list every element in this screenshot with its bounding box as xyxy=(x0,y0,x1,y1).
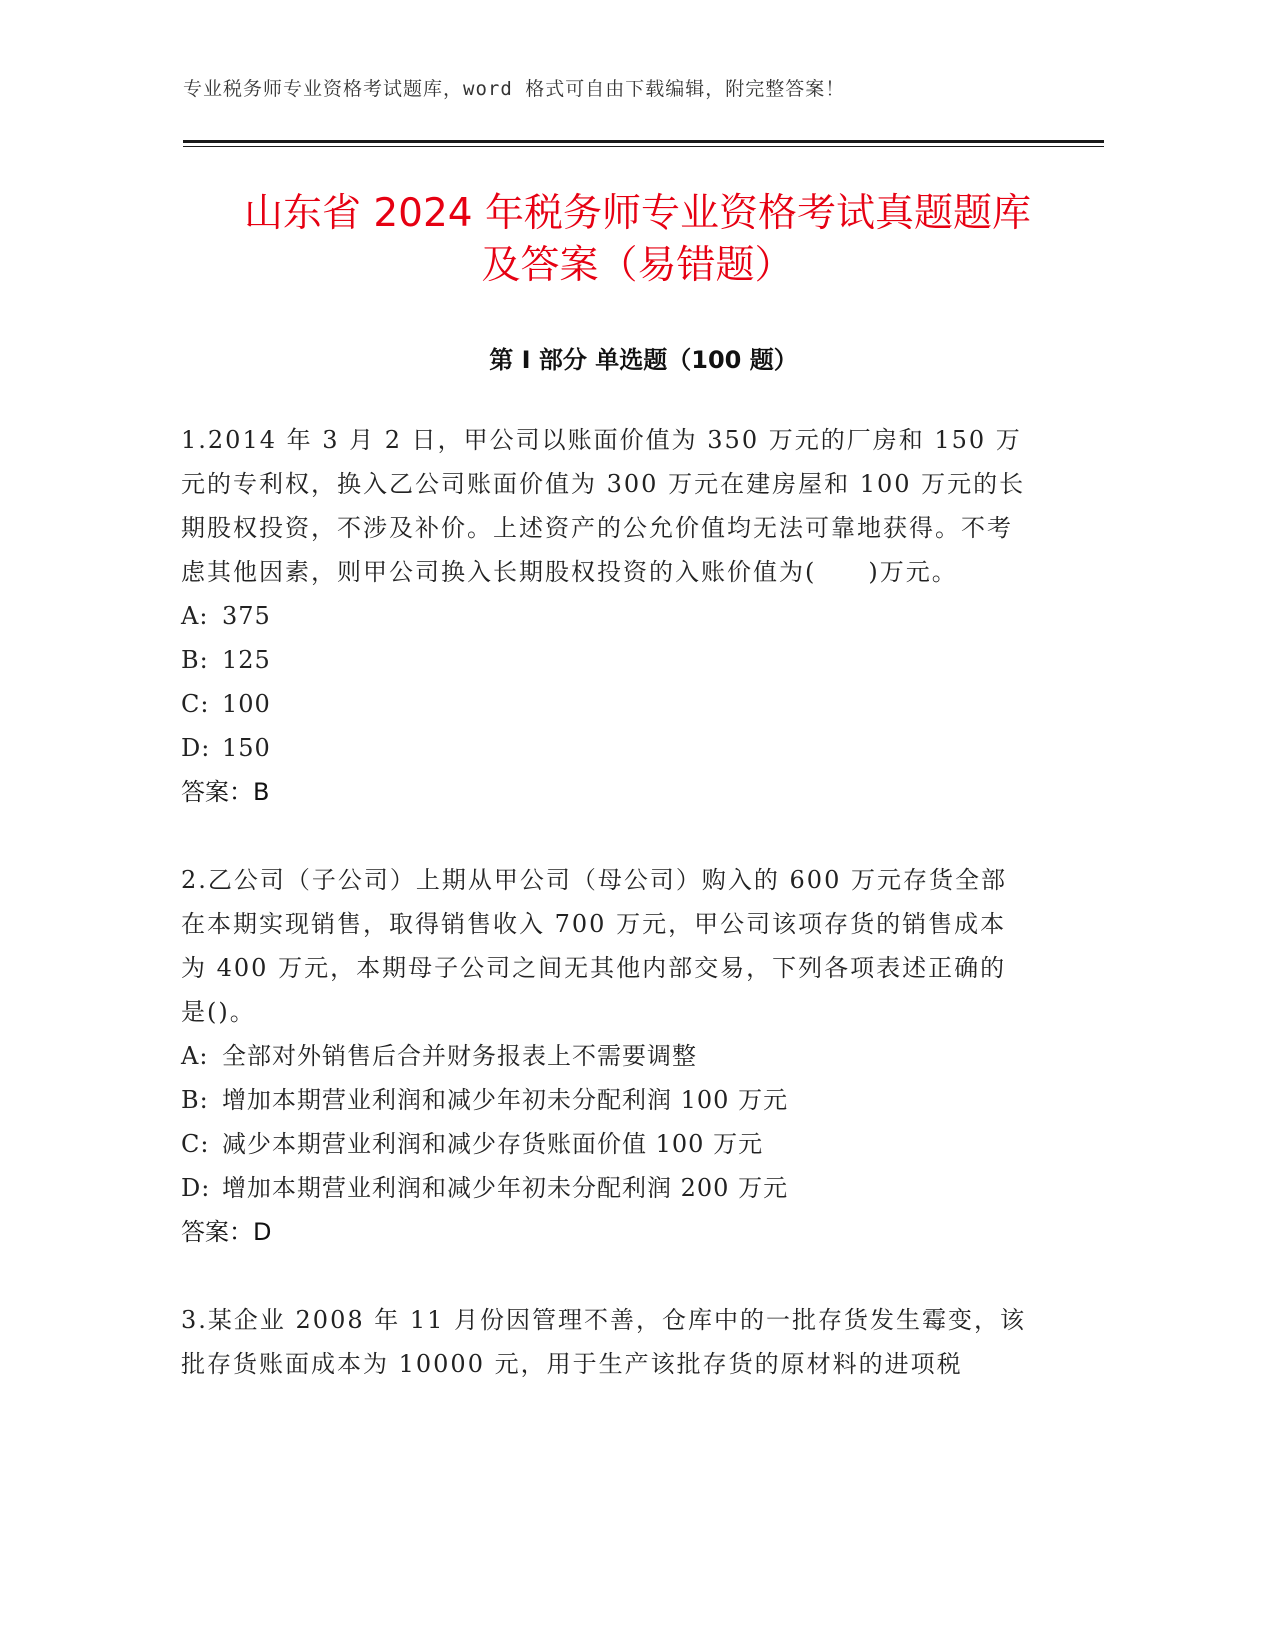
option-text: 增加本期营业利润和减少年初未分配利润 200 万元 xyxy=(222,1174,789,1202)
option-letter: B: xyxy=(181,646,209,674)
option-text: 增加本期营业利润和减少年初未分配利润 100 万元 xyxy=(222,1086,789,1114)
option-a xyxy=(181,1034,1031,1078)
option-text: 150 xyxy=(222,734,271,762)
option-letter: B: xyxy=(181,1086,209,1114)
header-divider-thick xyxy=(183,140,1104,143)
question-2 xyxy=(181,858,1031,1254)
option-b xyxy=(181,1078,1031,1122)
option-b xyxy=(181,638,1031,682)
option-letter: D: xyxy=(181,1174,211,1202)
answer-line: 答案：D xyxy=(181,1218,272,1246)
option-letter: D: xyxy=(181,734,211,762)
option-letter: A: xyxy=(181,1042,209,1070)
section-title: 第 I 部分 单选题（100 题） xyxy=(489,346,798,374)
question-3 xyxy=(181,1298,1031,1386)
option-letter: C: xyxy=(181,1130,210,1158)
question-list xyxy=(181,418,1031,1430)
option-text: 减少本期营业利润和减少存货账面价值 100 万元 xyxy=(222,1130,764,1158)
option-c xyxy=(181,1122,1031,1166)
header-divider-thin xyxy=(183,146,1104,147)
header-note: 专业税务师专业资格考试题库，word 格式可自由下载编辑，附完整答案！ xyxy=(183,78,846,100)
option-text: 100 xyxy=(222,690,271,718)
option-letter: A: xyxy=(181,602,209,630)
option-d xyxy=(181,726,1031,770)
option-c xyxy=(181,682,1031,726)
option-letter: C: xyxy=(181,690,210,718)
option-d xyxy=(181,1166,1031,1210)
question-stem: 1.2014 年 3 月 2 日，甲公司以账面价值为 350 万元的厂房和 150 万元的专利权，换入乙公司账面价值为 300 万元在建房屋和 100 万元的长期股权投资，不涉及补价。上述资产的公允价值均无法可靠地获得。不考虑其他因素，则甲公司换入长期股权投资的入账价值为( )万元。 xyxy=(181,426,1026,586)
document-title xyxy=(140,188,1135,292)
option-text: 375 xyxy=(222,602,271,630)
question-stem: 2.乙公司（子公司）上期从甲公司（母公司）购入的 600 万元存货全部在本期实现销售，取得销售收入 700 万元，甲公司该项存货的销售成本为 400 万元，本期母子公司之间无其他内部交易，下列各项表述正确的是()。 xyxy=(181,866,1007,1026)
document-title-line1: 山东省 2024 年税务师专业资格考试真题题库 xyxy=(243,191,1032,236)
option-text: 125 xyxy=(222,646,271,674)
option-text: 全部对外销售后合并财务报表上不需要调整 xyxy=(222,1042,697,1070)
option-a xyxy=(181,594,1031,638)
question-1 xyxy=(181,418,1031,814)
answer-line: 答案：B xyxy=(181,778,270,806)
document-title-line2: 及答案（易错题） xyxy=(481,243,794,288)
question-stem: 3.某企业 2008 年 11 月份因管理不善，仓库中的一批存货发生霉变，该批存货账面成本为 10000 元，用于生产该批存货的原材料的进项税 xyxy=(181,1306,1027,1378)
